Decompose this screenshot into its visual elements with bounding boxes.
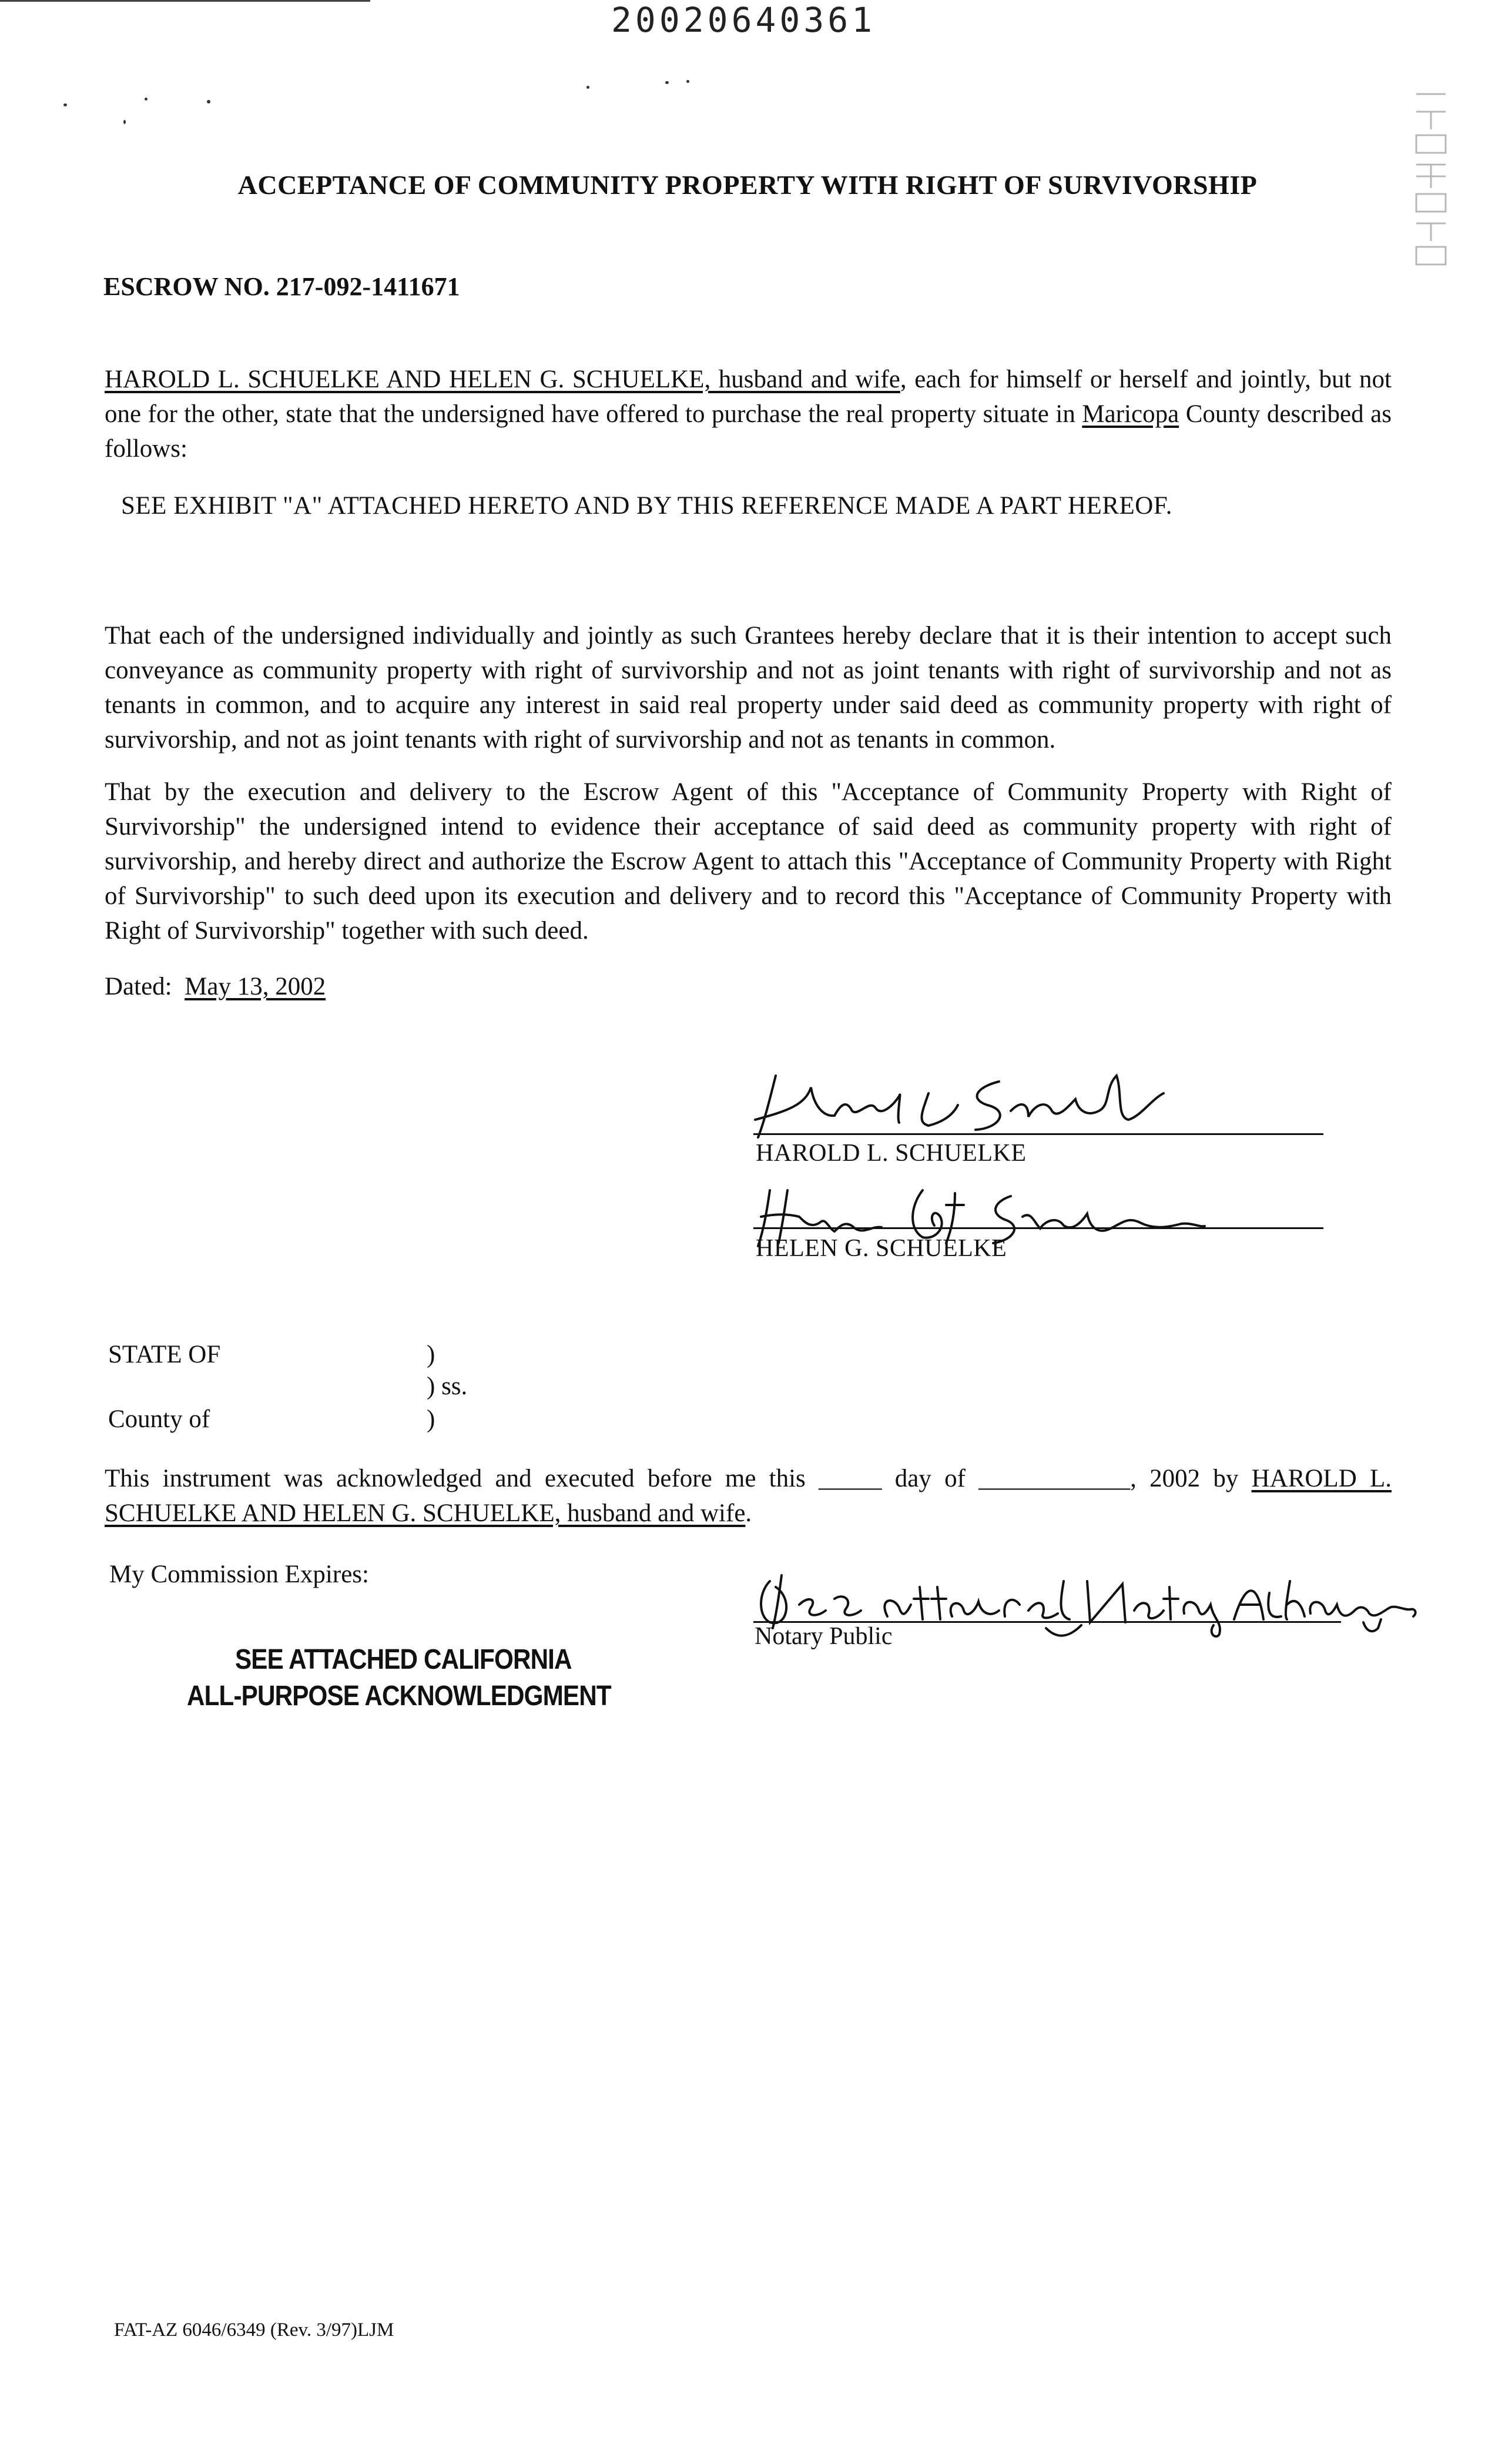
notary-public-label: Notary Public — [755, 1623, 893, 1650]
ack-text: , 2002 by — [1130, 1465, 1252, 1492]
dated-value: May 13, 2002 — [185, 973, 326, 1000]
form-number: FAT-AZ 6046/6349 (Rev. 3/97)LJM — [114, 2319, 394, 2341]
california-ack-stamp-line-1: SEE ATTACHED CALIFORNIA — [235, 1644, 572, 1675]
signer-name: HELEN G. SCHUELKE — [756, 1235, 1007, 1262]
ack-text: day of — [881, 1465, 979, 1492]
state-of-label: STATE OF — [108, 1341, 221, 1368]
scan-speck — [145, 98, 148, 101]
execution-paragraph: That by the execution and delivery to the Escrow Agent of this "Acceptance of Community Property with Right of Survivorship" the undersigned intend to evidence their acceptance of said deed as community property with right of survivorship, and hereby direct and authorize the Escrow Agent to attach this "Acceptance of Community Property with Right of Survivorship" to such deed upon its execution and delivery and to record this "Acceptance of Community Property with Right of Survivorship" together with such deed. — [105, 778, 1392, 945]
recording-number: 20020640361 — [611, 0, 876, 40]
scan-speck — [63, 103, 67, 106]
ack-names: HAROLD L. SCHUELKE AND HELEN G. SCHUELKE, husband and wife — [105, 1465, 1392, 1527]
exhibit-reference: SEE EXHIBIT "A" ATTACHED HERETO AND BY THIS REFERENCE MADE A PART HEREOF. — [121, 492, 1173, 520]
grantee-names: HAROLD L. SCHUELKE AND HELEN G. SCHUELKE, husband and wife — [105, 366, 900, 393]
harold-signature — [752, 1064, 1269, 1140]
scan-speck — [123, 120, 126, 124]
county-of-label: County of — [108, 1405, 210, 1433]
escrow-number: ESCROW NO. 217-092-1411671 — [103, 272, 460, 301]
intro-text-end: County described as follows: — [105, 400, 1392, 463]
county-name: Maricopa — [1082, 400, 1179, 428]
acknowledgment-paragraph — [105, 1461, 1392, 1531]
dated-line — [105, 972, 326, 1001]
venue-ss: ) ss. — [427, 1372, 468, 1400]
ack-text: . — [745, 1499, 752, 1527]
signature-line — [753, 1133, 1323, 1135]
scan-speck — [207, 100, 210, 103]
scan-speck — [665, 81, 669, 84]
scan-speck — [686, 80, 689, 83]
california-ack-stamp-line-2: ALL-PURPOSE ACKNOWLEDGMENT — [187, 1680, 611, 1712]
ack-day-blank: _____ — [819, 1465, 882, 1492]
scan-speck — [586, 86, 589, 89]
intention-paragraph: That each of the undersigned individually and jointly as such Grantees hereby declare that it is their intention to accept such conveyance as community property with right of survivorship and not as joint tenants with right of survivorship and not as tenants in common, and to acquire any interest in said real property under said deed as community property with right of survivorship, and not as joint tenants with right of survivorship and not as tenants in common. — [105, 622, 1392, 754]
scan-edge-line — [0, 0, 370, 2]
signature-line — [753, 1227, 1323, 1229]
ack-month-blank: ____________ — [978, 1465, 1131, 1492]
commission-expires-label: My Commission Expires: — [109, 1561, 369, 1588]
dated-label: Dated: — [105, 973, 172, 1000]
signer-name: HAROLD L. SCHUELKE — [756, 1140, 1027, 1167]
ack-text: This instrument was acknowledged and executed before me this — [105, 1465, 819, 1492]
document-title: ACCEPTANCE OF COMMUNITY PROPERTY WITH RIGHT OF SURVIVORSHIP — [237, 170, 1258, 200]
venue-bracket: ) — [427, 1405, 435, 1433]
intro-text: , each for himself or herself and jointly, but not one for the other, state that the undersigned have offered to purchase the real property situate in — [105, 366, 1392, 428]
venue-bracket: ) — [427, 1341, 435, 1368]
intro-paragraph — [105, 362, 1392, 466]
